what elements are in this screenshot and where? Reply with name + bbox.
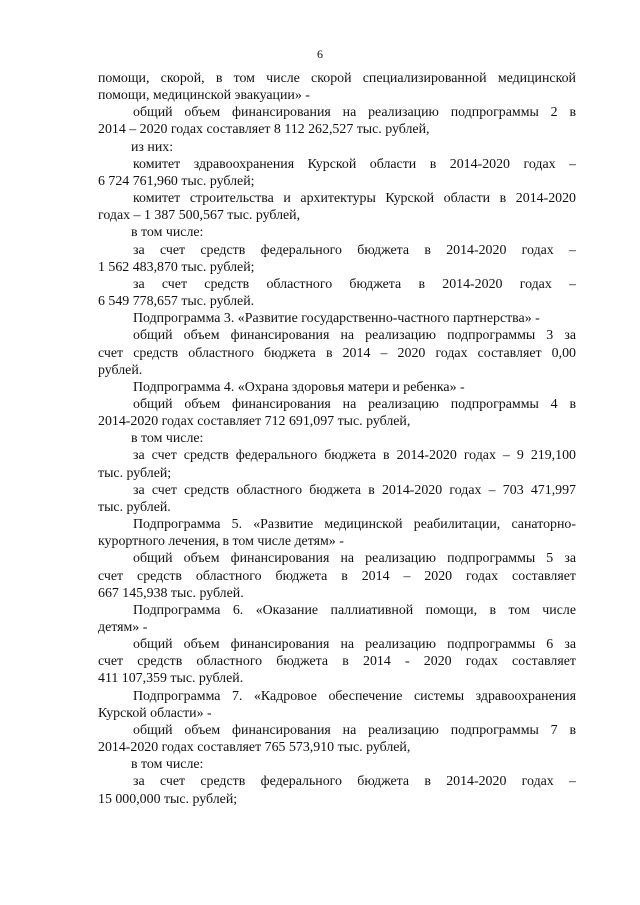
text-line: 6 549 778,657 тыс. рублей. [98, 294, 255, 310]
text-line: из них: [131, 139, 174, 155]
text-line: счет средств областного бюджета в 2014 – 2020 годах составляет 0,00 [98, 345, 576, 361]
text-line: рублей. [98, 362, 143, 378]
text-line: 667 145,938 тыс. рублей. [98, 585, 244, 601]
text-line: курортного лечения, в том числе детям» - [98, 534, 344, 550]
text-line: 2014 – 2020 годах составляет 8 112 262,527 тыс. рублей, [98, 122, 430, 138]
text-line: общий объем финансирования на реализацию подпрограммы 4 в [133, 396, 576, 412]
text-line: счет средств областного бюджета в 2014 – 2020 годах составляет [98, 568, 576, 584]
text-line: за счет средств областного бюджета в 2014-2020 годах – [133, 276, 576, 292]
text-line: за счет средств областного бюджета в 2014-2020 годах – 703 471,997 [133, 482, 576, 498]
text-line: в том числе: [131, 431, 204, 447]
text-line: Подпрограмма 6. «Оказание паллиативной помощи, в том числе [133, 602, 576, 618]
text-line: комитет строительства и архитектуры Курской области в 2014-2020 [133, 191, 576, 207]
text-line: комитет здравоохранения Курской области в 2014-2020 годах – [133, 156, 576, 172]
text-line: годах – 1 387 500,567 тыс. рублей, [98, 208, 301, 224]
text-line: общий объем финансирования на реализацию подпрограммы 5 за [133, 551, 576, 567]
text-line: Подпрограмма 3. «Развитие государственно-частного партнерства» - [133, 311, 540, 327]
text-line: Подпрограмма 5. «Развитие медицинской реабилитации, санаторно- [133, 517, 576, 533]
text-line: за счет средств федерального бюджета в 2014-2020 годах – [133, 242, 576, 258]
text-line: счет средств областного бюджета в 2014 - 2020 годах составляет [98, 654, 576, 670]
text-line: общий объем финансирования на реализацию подпрограммы 3 за [133, 328, 576, 344]
text-line: за счет средств федерального бюджета в 2014-2020 годах – [133, 774, 576, 790]
document-body [98, 70, 576, 808]
text-line: 2014-2020 годах составляет 765 573,910 тыс. рублей, [98, 740, 411, 756]
text-line: 411 107,359 тыс. рублей. [98, 671, 244, 687]
text-line: общий объем финансирования на реализацию подпрограммы 7 в [133, 722, 576, 738]
text-line: общий объем финансирования на реализацию подпрограммы 2 в [133, 105, 576, 121]
text-line: в том числе: [131, 225, 204, 241]
text-line: 1 562 483,870 тыс. рублей; [98, 259, 255, 275]
text-line: детям» - [98, 620, 148, 635]
text-line: Подпрограмма 4. «Охрана здоровья матери и ребенка» - [133, 379, 465, 395]
text-line: помощи, медицинской эвакуации» - [98, 88, 310, 104]
text-line: 2014-2020 годах составляет 712 691,097 тыс. рублей, [98, 414, 411, 430]
text-line: 15 000,000 тыс. рублей; [98, 791, 238, 807]
text-line: в том числе: [131, 757, 204, 773]
text-line: Курской области» - [98, 705, 212, 721]
text-line: тыс. рублей. [98, 499, 171, 515]
text-line: общий объем финансирования на реализацию подпрограммы 6 за [133, 637, 576, 653]
text-line: 6 724 761,960 тыс. рублей; [98, 173, 255, 189]
text-line: за счет средств федерального бюджета в 2014-2020 годах – 9 219,100 [133, 448, 576, 464]
text-line: тыс. рублей; [98, 465, 172, 481]
text-line: помощи, скорой, в том числе скорой специализированной медицинской [98, 71, 576, 86]
text-line: Подпрограмма 7. «Кадровое обеспечение системы здравоохранения [133, 688, 576, 704]
page-number: 6 [317, 47, 323, 61]
